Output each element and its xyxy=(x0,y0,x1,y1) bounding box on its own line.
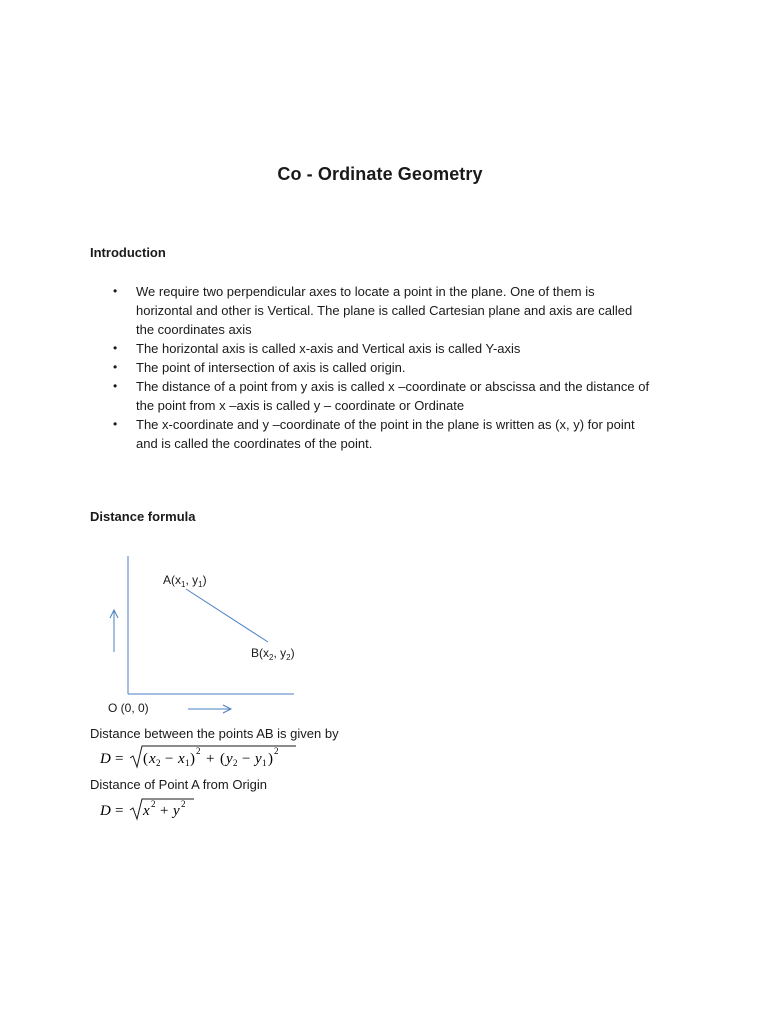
origin-distance-text: Distance of Point A from Origin xyxy=(90,777,268,792)
formula-distance-origin xyxy=(100,796,200,822)
bullet-item xyxy=(113,415,681,453)
svg-text:=: = xyxy=(115,803,124,819)
introduction-heading: Introduction xyxy=(90,245,166,260)
svg-text:−: − xyxy=(165,751,174,767)
svg-text:): ) xyxy=(268,751,273,767)
svg-text:2: 2 xyxy=(196,746,201,756)
right-arrow-icon xyxy=(188,705,231,713)
origin-label: O (0, 0) xyxy=(108,701,149,715)
segment-ab xyxy=(186,589,268,642)
svg-text:y: y xyxy=(173,803,180,819)
coordinate-diagram xyxy=(100,548,310,720)
bullet-item xyxy=(113,358,681,377)
svg-text:2: 2 xyxy=(274,746,279,756)
svg-text:D: D xyxy=(100,751,111,767)
introduction-list xyxy=(113,282,681,453)
point-a-label: $A(x_1$, $y_1$) xyxy=(163,573,207,589)
bullet-item xyxy=(113,339,681,358)
bullet-item xyxy=(113,377,681,415)
svg-text:y: y xyxy=(226,751,233,767)
bullet-dot-icon: • xyxy=(113,417,118,431)
bullet-line: The horizontal axis is called x-axis and Vertical axis is called Y-axis xyxy=(136,341,521,356)
svg-text:x: x xyxy=(149,751,156,767)
distance-formula-heading: Distance formula xyxy=(90,509,196,524)
svg-text:D: D xyxy=(100,803,111,819)
svg-text:x: x xyxy=(178,751,185,767)
ab-distance-text: Distance between the points AB is given by xyxy=(90,726,339,741)
formula-distance-ab xyxy=(100,744,300,770)
point-b-label: $B(x_2$, $y_2$) xyxy=(251,646,295,662)
svg-text:2: 2 xyxy=(151,799,156,809)
bullet-line: The distance of a point from y axis is called x –coordinate or abscissa and the distance of xyxy=(136,379,650,394)
svg-text:1: 1 xyxy=(185,758,190,768)
svg-text:2: 2 xyxy=(181,799,186,809)
bullet-line: horizontal and other is Vertical. The plane is called Cartesian plane and axis are called xyxy=(136,303,633,318)
bullet-line: We require two perpendicular axes to locate a point in the plane. One of them is xyxy=(136,284,595,299)
up-arrow-icon xyxy=(110,610,118,652)
svg-text:+: + xyxy=(160,803,169,819)
bullet-dot-icon: • xyxy=(113,360,118,374)
bullet-line: the coordinates axis xyxy=(136,322,252,337)
svg-text:(: ( xyxy=(220,751,225,767)
svg-text:): ) xyxy=(190,751,195,767)
bullet-line: The point of intersection of axis is called origin. xyxy=(136,360,406,375)
svg-text:y: y xyxy=(255,751,262,767)
page-title: Co - Ordinate Geometry xyxy=(277,164,483,184)
bullet-item xyxy=(113,282,681,339)
svg-text:+: + xyxy=(206,751,215,767)
bullet-dot-icon: • xyxy=(113,379,118,393)
svg-text:x: x xyxy=(143,803,150,819)
svg-text:(: ( xyxy=(143,751,148,767)
bullet-line: and is called the coordinates of the point. xyxy=(136,436,373,451)
bullet-line: The x-coordinate and y –coordinate of the point in the plane is written as (x, y) for point xyxy=(136,417,635,432)
bullet-line: the point from x –axis is called y – coordinate or Ordinate xyxy=(136,398,465,413)
svg-text:=: = xyxy=(115,751,124,767)
svg-text:2: 2 xyxy=(233,758,238,768)
bullet-dot-icon: • xyxy=(113,341,118,355)
svg-text:1: 1 xyxy=(262,758,267,768)
svg-text:2: 2 xyxy=(156,758,161,768)
svg-text:−: − xyxy=(242,751,251,767)
bullet-dot-icon: • xyxy=(113,284,118,298)
